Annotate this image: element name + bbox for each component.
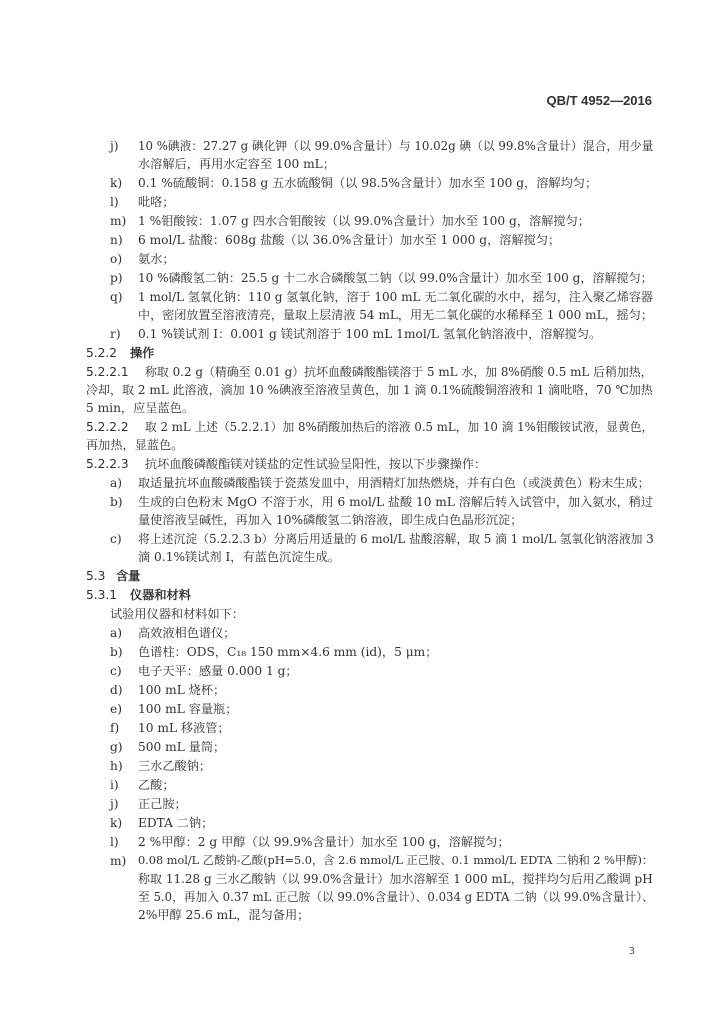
- clause-number: 5.2.2.1: [86, 365, 129, 379]
- paragraph-line: 抗坏血酸磷酸酯镁对镁盐的定性试验呈阳性，按以下步骤操作：: [145, 457, 487, 471]
- section-title: 仪器和材料: [130, 588, 191, 602]
- list-item-text: 100 mL 烧杯；: [138, 683, 226, 697]
- list-item-text: 6 mol/L 盐酸：608g 盐酸（以 36.0%含量计）加水至 1 000 g，溶解搅匀；: [138, 233, 561, 247]
- section-title: 操作: [130, 346, 155, 360]
- paragraph-line: 取 2 mL 上述（5.2.2.1）加 8%硝酸加热后的溶液 0.5 mL，加 10 滴 1%钼酸铵试液，显黄色，: [145, 420, 654, 434]
- paragraph-line: 试验用仪器和材料如下：: [110, 607, 245, 621]
- list-label: m): [110, 854, 127, 868]
- list-label: a): [110, 476, 123, 490]
- list-item-text: 滴 0.1%镁试剂 I，有蓝色沉淀生成。: [138, 550, 340, 564]
- list-item-text: 取适量抗坏血酸磷酸酯镁于瓷蒸发皿中，用酒精灯加热燃烧，并有白色（或淡黄色）粉末生成；: [138, 476, 650, 490]
- list-item-text: 三水乙酸钠；: [138, 759, 212, 773]
- list-item-text: 10 %碘液：27.27 g 碘化钾（以 99.0%含量计）与 10.02g 碘（以 99.8%含量计）混合，用少量: [138, 139, 654, 153]
- list-label: l): [110, 195, 119, 209]
- list-item-text: 高效液相色谱仪；: [138, 626, 236, 640]
- list-item-text: 乙酸；: [138, 778, 175, 792]
- page-number: 3: [628, 946, 635, 957]
- list-label: b): [110, 495, 123, 509]
- list-item-text: 量使溶液呈碱性，再加入 10%磷酸氢二钠溶液，即生成白色晶形沉淀；: [138, 513, 523, 527]
- list-label: m): [110, 214, 127, 228]
- list-label: p): [110, 271, 123, 285]
- list-item-text: 10 mL 移液管；: [138, 721, 230, 735]
- list-item-text: 生成的白色粉末 MgO 不溶于水，用 6 mol/L 盐酸 10 mL 溶解后转入试管中，加入氨水，稍过: [138, 495, 653, 509]
- list-item-text: 0.1 %硫酸铜：0.158 g 五水硫酸铜（以 98.5%含量计）加水至 100 g，溶解均匀；: [138, 176, 598, 190]
- list-item-text: 2 %甲醇：2 g 甲醇（以 99.9%含量计）加水至 100 g，溶解搅匀；: [138, 835, 510, 849]
- list-item-text: 0.08 mol/L 乙酸钠-乙酸(pH=5.0，含 2.6 mmol/L 正己胺、0.1 mmol/L EDTA 二钠和 2 %甲醇)：: [138, 854, 654, 867]
- section-number: 5.3.1: [86, 588, 118, 602]
- list-item-text: 吡咯；: [138, 195, 175, 209]
- list-label: j): [110, 797, 119, 811]
- document-code: QB/T 4952—2016: [546, 93, 652, 108]
- list-label: f): [110, 721, 120, 735]
- list-label: q): [110, 290, 123, 304]
- list-item-text: 电子天平：感量 0.000 1 g；: [138, 664, 298, 678]
- list-item-text: 100 mL 容量瓶；: [138, 702, 238, 716]
- list-label: h): [110, 759, 123, 773]
- list-item-text: 0.1 %镁试剂 I：0.001 g 镁试剂溶于 100 mL 1mol/L 氢氧化钠溶液中，溶解搅匀。: [138, 327, 602, 341]
- list-label: k): [110, 176, 123, 190]
- paragraph-line: 5 min，应呈蓝色。: [86, 401, 195, 415]
- paragraph-line: 称取 0.2 g（精确至 0.01 g）抗坏血酸磷酸酯镁溶于 5 mL 水，加 8%硝酸 0.5 mL 后稍加热，: [145, 365, 653, 379]
- list-label: l): [110, 835, 119, 849]
- paragraph-line: 再加热，显蓝色。: [86, 438, 184, 452]
- list-item-text: 氨水；: [138, 252, 175, 266]
- list-label: a): [110, 626, 123, 640]
- list-item-text: EDTA 二钠；: [138, 816, 214, 830]
- list-item-text: 1 mol/L 氢氧化钠：110 g 氢氧化钠，溶于 100 mL 无二氧化碳的水中，摇匀，注入聚乙烯容器: [138, 290, 653, 304]
- list-label: o): [110, 252, 123, 266]
- list-label: i): [110, 778, 119, 792]
- list-item-text: 2%甲醇 25.6 mL，混匀备用；: [138, 908, 310, 922]
- list-label: n): [110, 233, 123, 247]
- list-label: r): [110, 327, 121, 341]
- list-item-text: 1 %钼酸铵：1.07 g 四水合钼酸铵（以 99.0%含量计）加水至 100 g，溶解搅匀；: [138, 214, 590, 228]
- list-item-text: 将上述沉淀（5.2.2.3 b）分离后用适量的 6 mol/L 盐酸溶解，取 5 滴 1 mol/L 氢氧化钠溶液加 3: [138, 532, 654, 546]
- list-item-text: 中，密闭放置至溶液清亮，量取上层清液 54 mL，用无二氧化碳的水稀释至 1 000 mL，摇匀；: [138, 308, 653, 322]
- section-number: 5.2.2: [86, 346, 118, 360]
- list-item-text: 正己胺；: [138, 797, 187, 811]
- clause-number: 5.2.2.2: [86, 420, 129, 434]
- list-item-text: 色谱柱：ODS，C₁₈ 150 mm×4.6 mm (id)，5 μm；: [138, 645, 438, 659]
- clause-number: 5.2.2.3: [86, 457, 129, 471]
- list-item-text: 10 %磷酸氢二钠：25.5 g 十二水合磷酸氢二钠（以 99.0%含量计）加水至 100 g，溶解搅匀；: [138, 271, 653, 285]
- list-label: c): [110, 532, 122, 546]
- paragraph-line: 冷却，取 2 mL 此溶液，滴加 10 %碘液至溶液呈黄色，加 1 滴 0.1%硫酸铜溶液和 1 滴吡咯，70 ℃加热: [86, 383, 653, 397]
- list-label: c): [110, 664, 122, 678]
- list-label: k): [110, 816, 123, 830]
- list-label: g): [110, 740, 123, 754]
- list-label: d): [110, 683, 123, 697]
- list-item-text: 称取 11.28 g 三水乙酸钠（以 99.0%含量计）加水溶解至 1 000 mL，搅拌均匀后用乙酸调 pH: [138, 872, 653, 886]
- list-item-text: 水溶解后，再用水定容至 100 mL；: [138, 157, 335, 171]
- section-number: 5.3: [86, 569, 106, 583]
- list-item-text: 500 mL 量筒；: [138, 740, 226, 754]
- list-item-text: 至 5.0，再加入 0.37 mL 正己胺（以 99.0%含量计）、0.034 g EDTA 二钠（以 99.0%含量计）、: [138, 890, 654, 904]
- section-title: 含量: [116, 569, 141, 583]
- list-label: j): [110, 139, 119, 153]
- list-label: e): [110, 702, 122, 716]
- list-label: b): [110, 645, 123, 659]
